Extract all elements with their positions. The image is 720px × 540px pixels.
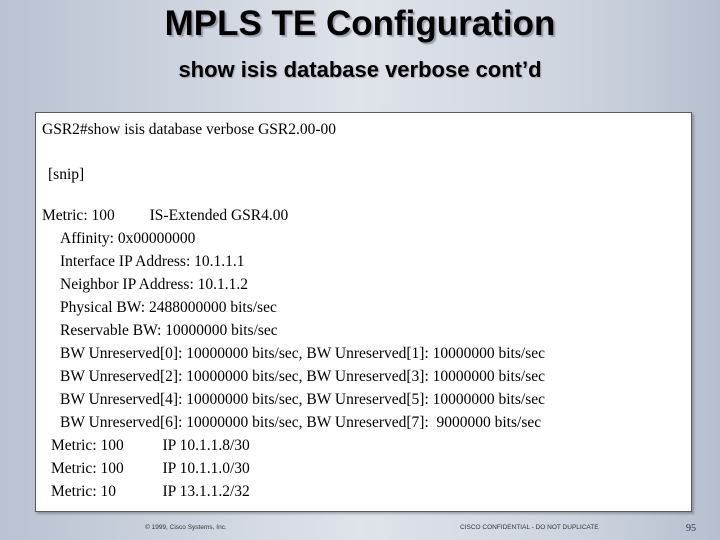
confidential-footer: CISCO CONFIDENTIAL - DO NOT DUPLICATE: [460, 524, 599, 531]
output-line: Metric: 100 IP 10.1.1.8/30: [51, 437, 250, 454]
page-number: 95: [686, 523, 696, 534]
output-line: Metric: 100 IS-Extended GSR4.00: [42, 207, 289, 224]
output-line: Metric: 100 IP 10.1.1.0/30: [51, 460, 250, 477]
output-line: Interface IP Address: 10.1.1.1: [60, 253, 245, 270]
command-line: GSR2#show isis database verbose GSR2.00-00: [42, 121, 337, 138]
output-line: Reservable BW: 10000000 bits/sec: [60, 322, 278, 339]
output-line: Metric: 10 IP 13.1.1.2/32: [51, 483, 250, 500]
copyright-footer: © 1999, Cisco Systems, Inc.: [145, 524, 227, 531]
output-line: BW Unreserved[4]: 10000000 bits/sec, BW Unreserved[5]: 10000000 bits/sec: [60, 391, 545, 408]
output-line: Affinity: 0x00000000: [60, 230, 196, 247]
output-line: BW Unreserved[6]: 10000000 bits/sec, BW Unreserved[7]: 9000000 bits/sec: [60, 414, 542, 431]
console-output-panel: [35, 112, 692, 512]
slide-subtitle: show isis database verbose cont’d: [178, 57, 542, 82]
snip-marker: [snip]: [48, 166, 85, 183]
output-line: BW Unreserved[2]: 10000000 bits/sec, BW Unreserved[3]: 10000000 bits/sec: [60, 368, 545, 385]
output-line: Physical BW: 2488000000 bits/sec: [60, 299, 277, 316]
output-line: Neighbor IP Address: 10.1.1.2: [60, 276, 248, 293]
slide-title: MPLS TE Configuration: [164, 4, 556, 43]
output-line: BW Unreserved[0]: 10000000 bits/sec, BW Unreserved[1]: 10000000 bits/sec: [60, 345, 545, 362]
